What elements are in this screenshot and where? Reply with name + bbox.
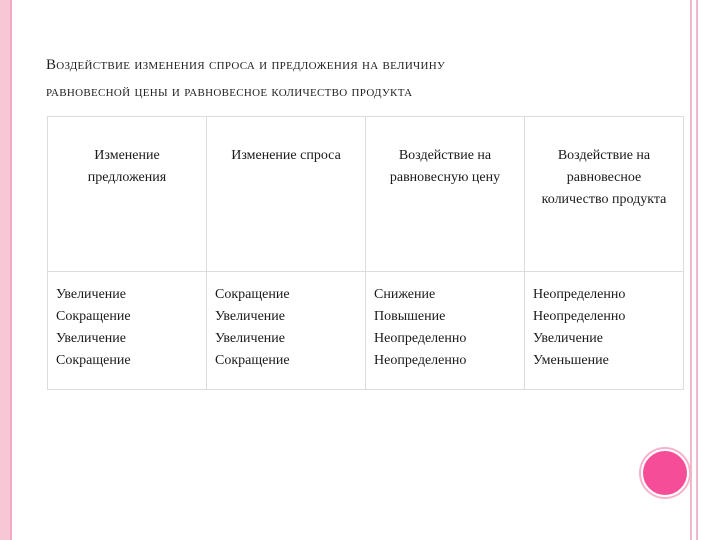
cell-value: Неопределенно (533, 286, 626, 302)
demand-change-values (215, 284, 365, 372)
cell-value: Сокращение (56, 352, 131, 368)
header-cell (366, 117, 525, 272)
left-frame-bar (0, 0, 12, 540)
header-supply-change: Изменение предложения (87, 148, 167, 185)
header-cell (207, 117, 366, 272)
table-cell (525, 271, 684, 389)
right-frame-lines (690, 0, 720, 540)
supply-demand-table (47, 116, 684, 390)
slide-title (46, 52, 666, 106)
supply-change-values (56, 284, 206, 372)
cell-value: Сокращение (56, 308, 131, 324)
table-row (48, 271, 684, 389)
table-cell (48, 271, 207, 389)
cell-value: Неопределенно (374, 352, 467, 368)
frame-line (690, 0, 692, 540)
header-demand-change: Изменение спроса (231, 148, 341, 163)
slide-title-line-1: Воздействие изменения спроса и предложения на величину (46, 57, 446, 73)
header-cell (48, 117, 207, 272)
cell-value: Сокращение (215, 352, 290, 368)
cell-value: Неопределенно (533, 308, 626, 324)
cell-value: Увеличение (215, 308, 286, 324)
frame-line (696, 0, 698, 540)
table-header-row (48, 117, 684, 272)
cell-value: Увеличение (56, 330, 127, 346)
price-effect-values (374, 284, 524, 372)
quantity-effect-values (533, 284, 683, 372)
cell-value: Увеличение (56, 286, 127, 302)
header-cell (525, 117, 684, 272)
cell-value: Увеличение (215, 330, 286, 346)
decorative-pink-circle (641, 449, 689, 497)
slide-title-line-2: равновесной цены и равновесное количество продукта (46, 84, 413, 100)
table-cell (207, 271, 366, 389)
cell-value: Уменьшение (533, 352, 609, 368)
cell-value: Увеличение (533, 330, 604, 346)
cell-value: Снижение (374, 286, 436, 302)
table-cell (366, 271, 525, 389)
header-quantity-effect: Воздействие на равновесное количество продукта (541, 148, 667, 207)
cell-value: Неопределенно (374, 330, 467, 346)
header-price-effect: Воздействие на равновесную цену (389, 148, 501, 185)
cell-value: Сокращение (215, 286, 290, 302)
cell-value: Повышение (374, 308, 446, 324)
